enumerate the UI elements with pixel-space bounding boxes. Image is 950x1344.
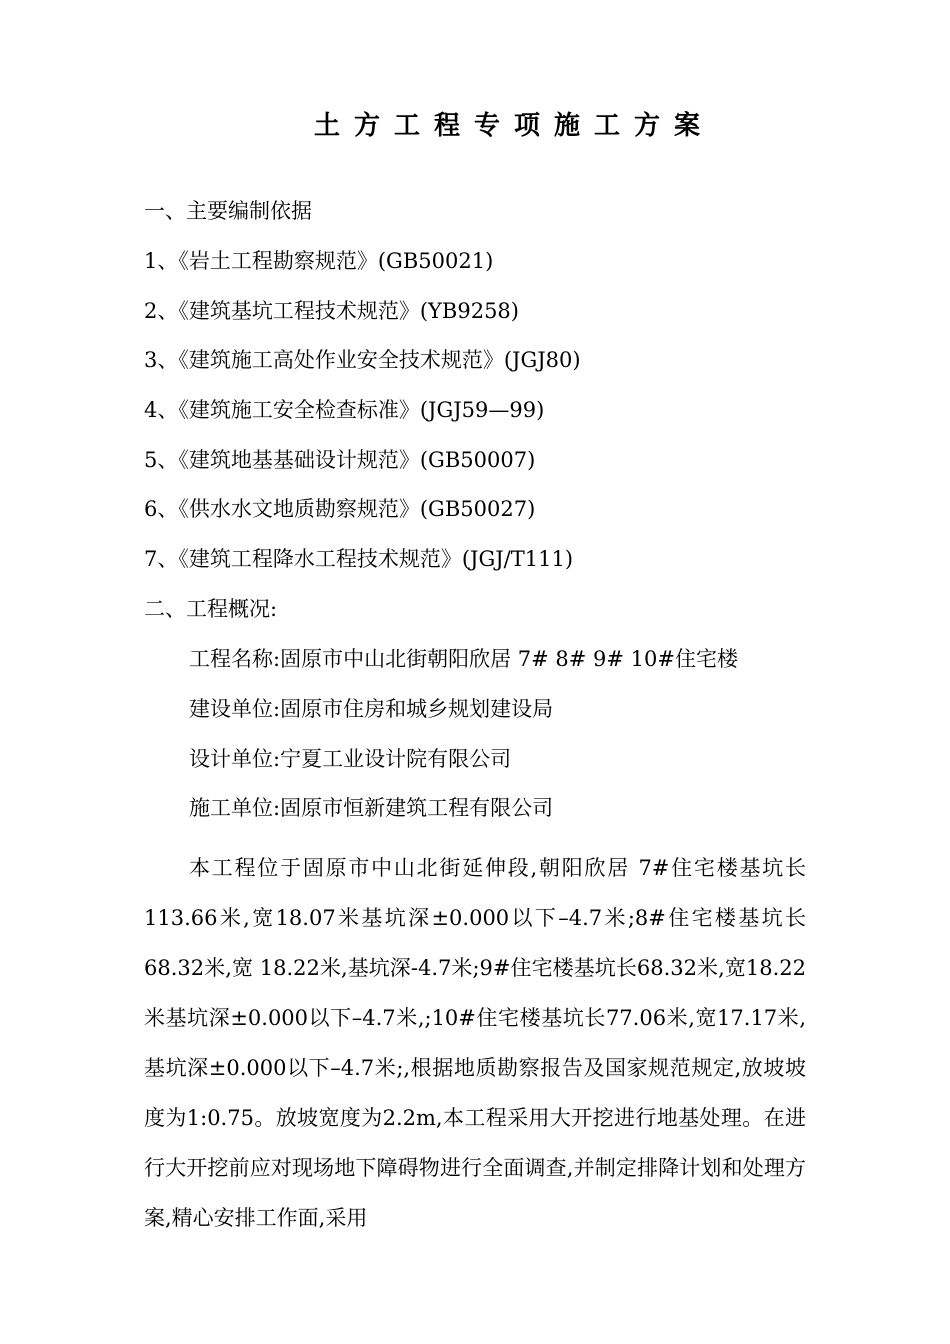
basis-item-5: 5、《建筑地基基础设计规范》(GB50007) bbox=[144, 448, 536, 472]
basis-item-2: 2、《建筑基坑工程技术规范》(YB9258) bbox=[144, 299, 519, 323]
section-heading-basis: 一、主要编制依据 bbox=[144, 199, 312, 223]
basis-item-1: 1、《岩土工程勘察规范》(GB50021) bbox=[144, 249, 494, 273]
contractor-unit: 施工单位:固原市恒新建筑工程有限公司 bbox=[189, 796, 554, 820]
document-title: 土方工程专项施工方案 bbox=[313, 111, 714, 141]
designer-unit: 设计单位:宁夏工业设计院有限公司 bbox=[189, 747, 512, 771]
builder-unit: 建设单位:固原市住房和城乡规划建设局 bbox=[189, 697, 554, 721]
section-heading-overview: 二、工程概况: bbox=[144, 597, 278, 621]
project-name: 工程名称:固原市中山北街朝阳欣居 7# 8# 9# 10#住宅楼 bbox=[189, 647, 738, 671]
overview-paragraph: 本工程位于固原市中山北街延伸段,朝阳欣居 7#住宅楼基坑长113.66米,宽18.07米基坑深±0.000以下–4.7米;8#住宅楼基坑长68.32米,宽 18.22米,基坑深-4.7米;9#住宅楼基坑长68.32米,宽18.22米基坑深±0.000以下–4.7米,;10#住宅楼基坑长77.06米,宽17.17米,基坑深±0.000以下–4.7米;,根据地质勘察报告及国家规范规定,放坡坡度为1:0.75。放坡宽度为2.2m,本工程采用大开挖进行地基处理。在进行大开挖前应对现场地下障碍物进行全面调查,并制定排降计划和处理方案,精心安排工作面,采用 bbox=[144, 856, 806, 1230]
basis-item-6: 6、《供水水文地质勘察规范》(GB50027) bbox=[144, 497, 536, 521]
basis-item-3: 3、《建筑施工高处作业安全技术规范》(JGJ80) bbox=[144, 348, 581, 372]
basis-item-4: 4、《建筑施工安全检查标准》(JGJ59—99) bbox=[144, 398, 545, 422]
basis-item-7: 7、《建筑工程降水工程技术规范》(JGJ/T111) bbox=[144, 547, 574, 571]
